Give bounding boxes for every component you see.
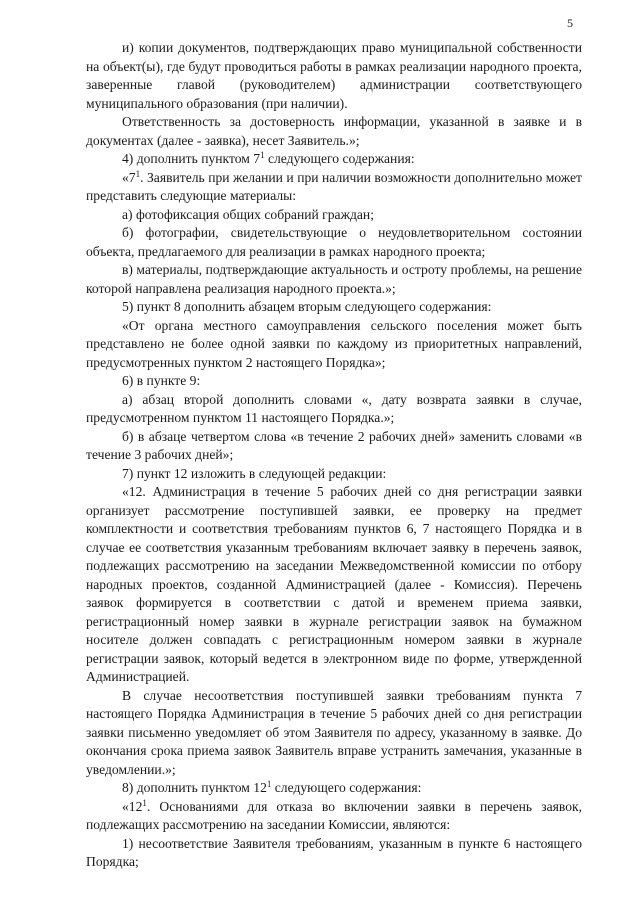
paragraph-6: б) фотографии, свидетельствующие о неудовлетворительном состоянии объекта, предлагаемого для реализации в рамках народного проекта; [86,225,582,259]
text-part: 4) дополнить пунктом 7 [122,151,261,166]
paragraph-15: В случае несоответствия поступившей заявки требованиям пункта 7 настоящего Порядка Администрация в течение 5 рабочих дней со дня регистрации заявки письменно уведомляет об этом Заявителя по адресу, указанному в заявке. До окончания срока приема заявок Заявитель вправе устранить замечания, указанные в уведомлении.»; [86,687,582,777]
paragraph-7: в) материалы, подтверждающие актуальность и остроту проблемы, на решение которой направлена реализация народного проекта.»; [86,262,582,296]
paragraph-3 [86,150,582,169]
paragraph-1: и) копии документов, подтверждающих право муниципальной собственности на объект(ы), где будут проводиться работы в рамках реализации народного проекта, заверенные главой (руководителем) администрации соответствующего муниципального образования (при наличии). [86,40,582,111]
text-part: «12 [122,798,143,814]
text-part: 8) дополнить пунктом 12 [122,780,267,795]
paragraph-12: б) в абзаце четвертом слова «в течение 2 рабочих дней» заменить словами «в течение 3 рабочих дней»; [86,428,582,462]
paragraph-16 [86,779,582,798]
superscript: 1 [260,150,265,160]
paragraph-13: 7) пункт 12 изложить в следующей редакции: [122,465,387,481]
page-number: 5 [567,16,573,30]
paragraph-5: а) фотофиксация общих собраний граждан; [122,206,374,222]
text-part: следующего содержания: [271,780,422,795]
text-part: . Заявитель при желании и при наличии возможности дополнительно может представить следующие материалы: [86,169,582,203]
superscript: 1 [266,779,272,789]
paragraph-14: «12. Администрация в течение 5 рабочих дней со дня регистрации заявки организует рассмотрение поступившей заявки, ее проверку на предмет комплектности и соответствия требованиям пунктов 6, 7 настоящего Порядка и в случае ее соответствия указанным требованиям включает заявку в перечень заявок, подлежащих рассмотрению на заседании Межведомственной комиссии по отбору народных проектов, созданной Администрацией (далее - Комиссия). Перечень заявок формируется в соответствии с датой и временем приема заявки, регистрационный номер заявки в журнале регистрации заявок на бумажном носителе должен совпадать с регистрационным номером заявки в журнале регистрации заявок, который ведется в электронном виде по форме, утвержденной Администрацией. [86,484,582,684]
superscript: 1 [135,168,141,179]
text-part: . Основаниями для отказа во включении заявки в перечень заявок, подлежащих рассмотрению на заседании Комиссии, являются: [86,798,582,832]
text-part: «7 [122,169,136,185]
paragraph-9: «От органа местного самоуправления сельского поселения может быть представлено не более одной заявки по каждому из приоритетных направлений, предусмотренных пунктом 2 настоящего Порядка»; [86,317,582,370]
paragraph-4 [86,169,582,206]
paragraph-11: а) абзац второй дополнить словами «, дату возврата заявки в случае, предусмотренном пунктом 11 настоящего Порядка.»; [86,391,582,425]
paragraph-10: 6) в пункте 9: [122,373,201,388]
document-body [86,39,582,872]
paragraph-8: 5) пункт 8 дополнить абзацем вторым следующего содержания: [122,299,492,314]
paragraph-18: 1) несоответствие Заявителя требованиям, указанным в пункте 6 настоящего Порядка; [86,835,582,869]
text-part: следующего содержания: [264,151,415,166]
paragraph-2: Ответственность за достоверность информации, указанной в заявке и в документах (далее - заявка), несет Заявитель.»; [86,114,582,148]
superscript: 1 [142,797,147,808]
paragraph-17 [86,798,582,835]
